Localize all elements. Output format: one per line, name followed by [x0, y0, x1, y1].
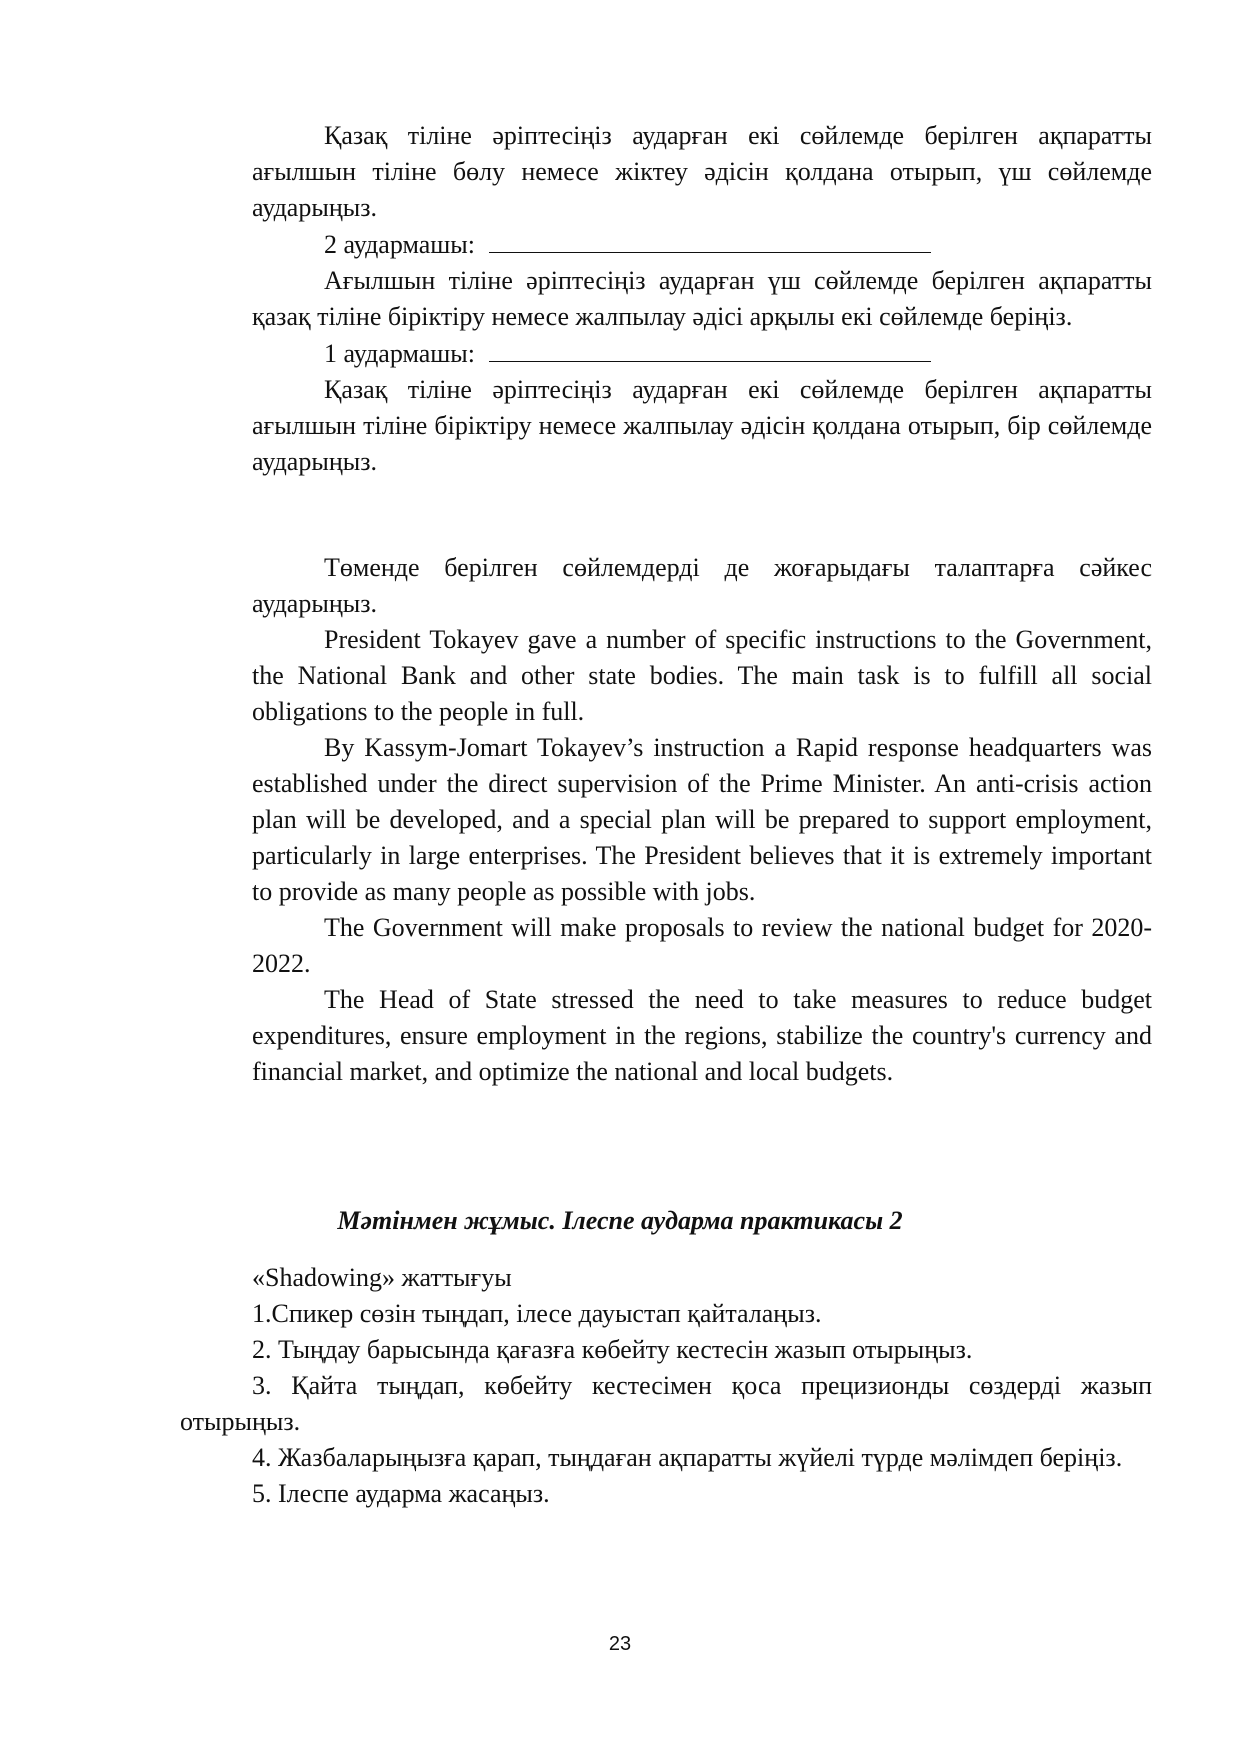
english-paragraph-2: By Kassym-Jomart Tokayev’s instruction a Rapid response headquarters was established under the direct supervision of the Prime Minister. An anti-crisis action plan will be developed, and a special plan will be prepared to support employment, particularly in large enterprises. The President believes that it is extremely important to provide as many people as possible with jobs.	[252, 733, 1152, 906]
translator-2-line	[252, 226, 1152, 263]
exercise-step-4: 4. Жазбаларыңызға қарап, тыңдаған ақпаратты жүйелі түрде мәлімдеп беріңіз.	[252, 1443, 1123, 1472]
page-number: 23	[608, 1633, 632, 1655]
section-heading: Мәтінмен жұмыс. Ілеспе аударма практикасы 2	[337, 1206, 903, 1235]
exercise-step-5: 5. Ілеспе аударма жасаңыз.	[252, 1479, 550, 1508]
english-paragraph-3: The Government will make proposals to review the national budget for 2020-2022.	[252, 913, 1152, 978]
exercise-title: «Shadowing» жаттығуы	[252, 1263, 512, 1292]
instructions-block	[252, 118, 1152, 480]
exercise-step-3: 3. Қайта тыңдап, көбейту кестесімен қоса прецизионды сөздерді жазып отырыңыз.	[180, 1371, 1152, 1436]
english-paragraph-4: The Head of State stressed the need to take measures to reduce budget expenditures, ensure employment in the regions, stabilize the country's currency and financial market, and optimize the national and local budgets.	[252, 985, 1152, 1086]
translator-1-blank-line	[489, 335, 931, 362]
instruction-paragraph-3: Қазақ тіліне әріптесіңіз аударған екі сөйлемде берілген ақпаратты ағылшын тіліне біріктіру немесе жалпылау әдісін қолдана отырып, бір сөйлемде аударыңыз.	[252, 375, 1152, 476]
exercise-step-2: 2. Тыңдау барысында қағазға көбейту кестесін жазып отырыңыз.	[252, 1335, 973, 1364]
instruction-paragraph-2: Ағылшын тіліне әріптесіңіз аударған үш сөйлемде берілген ақпаратты қазақ тіліне біріктіру немесе жалпылау әдісі арқылы екі сөйлемде беріңіз.	[252, 266, 1152, 331]
translator-2-label: 2 аудармашы:	[324, 230, 475, 259]
exercise-step-1: 1.Спикер сөзін тыңдап, ілесе дауыстап қайталаңыз.	[252, 1299, 822, 1328]
translator-1-line	[252, 335, 1152, 372]
instruction-paragraph-1: Қазақ тіліне әріптесіңіз аударған екі сөйлемде берілген ақпаратты ағылшын тіліне бөлу немесе жіктеу әдісін қолдана отырып, үш сөйлемде аударыңыз.	[252, 121, 1152, 222]
english-paragraph-1: President Tokayev gave a number of specific instructions to the Government, the National Bank and other state bodies. The main task is to fulfill all social obligations to the people in full.	[252, 625, 1152, 726]
shadowing-exercise	[180, 1260, 1152, 1512]
translation-exercise-block	[252, 550, 1152, 1090]
translator-1-label: 1 аудармашы:	[324, 339, 475, 368]
translator-2-blank-line	[489, 226, 931, 253]
exercise-intro: Төменде берілген сөйлемдерді де жоғарыдағы талаптарға сәйкес аударыңыз.	[252, 553, 1152, 618]
